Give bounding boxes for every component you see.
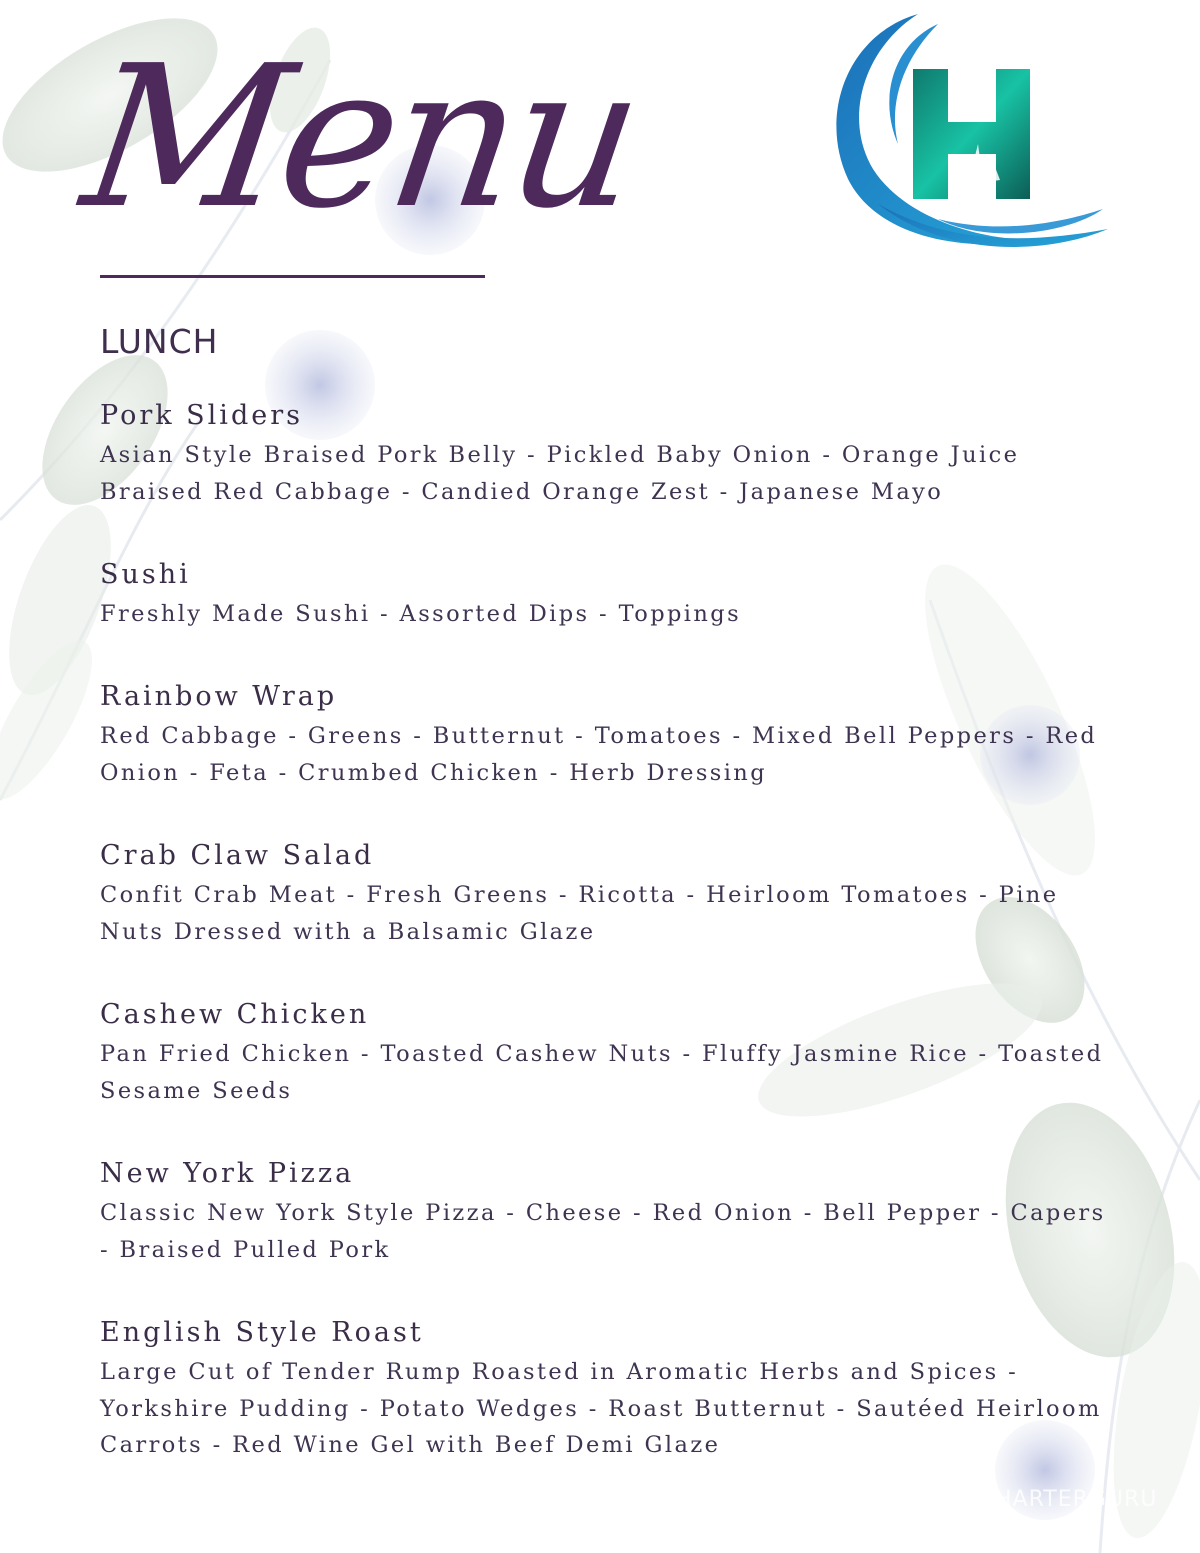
menu-item-name: Rainbow Wrap bbox=[100, 681, 338, 712]
menu-item-description: Large Cut of Tender Rump Roasted in Aromatic Herbs and Spices - Yorkshire Pudding - Potato Wedges - Roast Butternut - Sautéed Heirloom Carrots - Red Wine Gel with Beef Demi Glaze bbox=[100, 1359, 1102, 1458]
menu-item bbox=[100, 397, 1110, 510]
menu-item bbox=[100, 837, 1110, 950]
menu-item-description: Pan Fried Chicken - Toasted Cashew Nuts - Fluffy Jasmine Rice - Toasted Sesame Seeds bbox=[100, 1041, 1104, 1104]
menu-title: Menu bbox=[71, 24, 650, 252]
h-wave-sailboat-logo-icon bbox=[818, 4, 1110, 264]
menu-item-name: Sushi bbox=[100, 559, 191, 590]
title-underline bbox=[100, 275, 485, 278]
menu-item-description: Freshly Made Sushi - Assorted Dips - Toppings bbox=[100, 601, 742, 627]
menu-item-name: Crab Claw Salad bbox=[100, 840, 375, 871]
section-heading-lunch: LUNCH bbox=[100, 322, 219, 361]
menu-item bbox=[100, 678, 1110, 791]
menu-item-description: Confit Crab Meat - Fresh Greens - Ricotta - Heirloom Tomatoes - Pine Nuts Dressed with a Balsamic Glaze bbox=[100, 882, 1059, 945]
menu-item-name: English Style Roast bbox=[100, 1317, 424, 1348]
menu-item-description: Red Cabbage - Greens - Butternut - Tomatoes - Mixed Bell Peppers - Red Onion - Feta - Crumbed Chicken - Herb Dressing bbox=[100, 723, 1098, 786]
menu-item-name: Pork Sliders bbox=[100, 400, 303, 431]
watermark: HARTERGURU bbox=[995, 1487, 1158, 1512]
menu-item bbox=[100, 1155, 1110, 1268]
menu-item-name: New York Pizza bbox=[100, 1158, 355, 1189]
menu-item-name: Cashew Chicken bbox=[100, 999, 370, 1030]
menu-item bbox=[100, 1314, 1110, 1464]
menu-item-description: Asian Style Braised Pork Belly - Pickled Baby Onion - Orange Juice Braised Red Cabbage - Candied Orange Zest - Japanese Mayo bbox=[100, 442, 1020, 505]
menu-item bbox=[100, 556, 1110, 633]
menu-item-description: Classic New York Style Pizza - Cheese - Red Onion - Bell Pepper - Capers - Braised Pulled Pork bbox=[100, 1200, 1106, 1263]
menu-item bbox=[100, 996, 1110, 1109]
